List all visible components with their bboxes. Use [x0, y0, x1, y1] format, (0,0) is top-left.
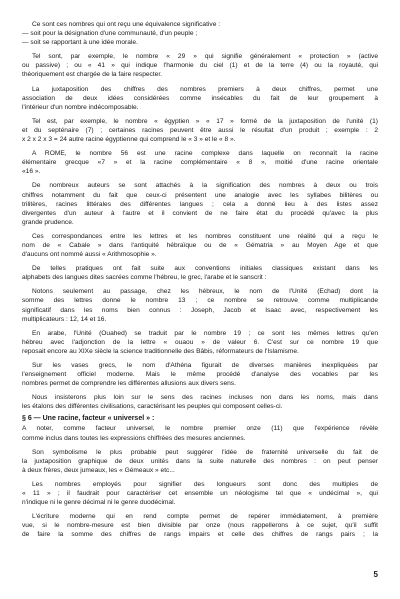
- paragraph: [22, 361, 378, 388]
- text-line: En arabe, l'Unité (Ouahed) se traduit par le nombre 19 ; ce sont les mêmes lettres qu'en: [32, 329, 378, 337]
- text-line: vue, si le nombre-mesure est bien divisible par onze (nous rappellerons à ce sujet, qu'il suffit: [22, 522, 378, 530]
- text-line: l'intérieur d'un nombre indécomposable.: [22, 103, 139, 111]
- text-line: De nombreux auteurs se sont attachés à la signification des nombres à deux ou trois: [32, 182, 378, 190]
- text-line: l'enseignement officiel moderne. Mais le même procédé d'analyse des vocables par les: [22, 371, 378, 379]
- paragraph: [22, 149, 378, 176]
- paragraph: [22, 512, 378, 539]
- paragraph: [22, 480, 378, 507]
- text-line: grande prudence.: [22, 218, 74, 226]
- text-line: Sur les vases grecs, le nom d'Athéna figurait de diverses manières inexpliquées par: [32, 362, 378, 369]
- list-item: — soit pour la désignation d'une communauté, d'un peuple ;: [22, 30, 198, 38]
- text-line: de faire la somme des chiffres de rangs impairs et celle des chiffres de rangs pairs ; la: [22, 531, 378, 539]
- text-line: trilitères, racines littérales des différentes langues ; cela a donné lieu à des listes assez: [22, 200, 378, 208]
- paragraph: [22, 287, 378, 323]
- text-line: divergentes d'un auteur à l'autre et il convient de ne faire état du procédé qu'avec la plus: [22, 209, 378, 217]
- text-line: comme inclus dans toutes les expressions chiffrées des mesures anciennes.: [22, 434, 246, 442]
- text-line: hébreu avec l'adjonction de la lettre « ouaou » de valeur 6. C'est sur ce nombre 19 que: [22, 338, 378, 346]
- text-line: nom de « Cabale » dans l'antiquité hébraïque ou de « Gématria » au Moyen Age et que: [22, 241, 378, 249]
- text-line: Tel est, par exemple, le nombre « égyptien » « 17 » formé de la juxtaposition de l'unité (1): [32, 117, 378, 125]
- text-line: les étalons des différentes civilisations, caractérisant les peuples qui composent celles-ci.: [22, 403, 283, 411]
- text-line: ou passive) ; ou « 41 » qui indique l'harmonie du ciel (1) et de la terre (4) ou la royauté, qui: [22, 62, 378, 70]
- paragraph: [22, 448, 378, 475]
- text-line: significatif dans les noms bien connus : Joseph, Jacob et Isaac avec, respectivement les: [22, 306, 378, 314]
- text-line: «16 ».: [22, 168, 41, 176]
- list-item: — soit se rapportant à une idée morale.: [22, 39, 138, 47]
- text-line: A noter, comme facteur universel, le nombre premier onze (11) que l'expérience révèle: [22, 425, 378, 433]
- text-line: Son symbolisme le plus probable peut suggérer l'idée de fraternité universelle du fait de: [32, 448, 378, 456]
- text-line: multiplicateurs : 12, 14 et 16.: [22, 315, 107, 323]
- paragraph: [22, 329, 378, 356]
- paragraph: [22, 232, 378, 259]
- paragraph: [22, 117, 378, 144]
- text-line: x 2 x 2 x 3 = 24 autre racine égyptienne qui comprend le « 3 » et le « 8 ».: [22, 136, 236, 144]
- paragraph-intro: [22, 20, 378, 47]
- text-line: Ce sont ces nombres qui ont reçu une équivalence significative :: [32, 21, 221, 28]
- text-line: somme des lettres donne le nombre 13 ; ce nombre se retrouve comme multiplicande: [22, 297, 378, 305]
- page-number: 5: [373, 570, 378, 579]
- text-line: La juxtaposition des chiffres des nombres premiers à deux chiffres, permet une: [32, 85, 378, 93]
- text-line: Tel sont, par exemple, le nombre « 29 » qui signifie généralement « protection » (active: [32, 53, 378, 61]
- text-line: alphabets des langues dites sacrées comme l'hébreu, le grec, l'arabe et le sanscrit :: [22, 274, 267, 282]
- section-heading: § 6 — Une racine, facteur « universel » :: [22, 415, 155, 423]
- paragraph: [22, 52, 378, 79]
- text-line: nombres permet de comprendre les différentes allusions aux divers sens.: [22, 380, 236, 388]
- paragraph: [22, 424, 378, 442]
- text-line: chiffres notamment du fait que ceux-ci présentent une analogie avec les syllabes bilitères ou: [22, 191, 378, 199]
- text-line: « 11 » ; il faudrait pour caractériser cet ensemble un néologisme tel que « undécimal », qui: [22, 490, 378, 498]
- text-line: association de deux idées considérées comme insécables du fait de leur groupement à: [22, 94, 378, 102]
- text-line: la juxtaposition graphique de deux unités dans la suite naturelle des nombres : on peut penser: [22, 457, 378, 465]
- text-line: L'écriture moderne qui en rend compte permet de repérer immédiatement, à première: [32, 513, 378, 521]
- text-line: et du septénaire (7) ; certaines racines peuvent être aussi le résultat d'un produit ; exemple : 2: [22, 126, 378, 134]
- text-line: à deux frères, deux jumeaux, les « Gémeaux » etc...: [22, 466, 175, 474]
- text-line: n'indique ni le genre décimal ni le genre duodécimal.: [22, 499, 176, 507]
- text-line: élémentaire grecque «7 » et la racine complémentaire « 8 », moitié d'une racine orientale: [22, 159, 378, 167]
- paragraph: [22, 264, 378, 282]
- text-line: Ces correspondances entre les lettres et les nombres constituent une réalité qui a reçu le: [32, 232, 378, 240]
- paragraph: [22, 181, 378, 226]
- text-line: d'aucuns ont nommé aussi « Arithmosophie ».: [22, 251, 157, 259]
- text-line: De telles pratiques ont fait suite aux conventions initiales classiques existant dans les: [32, 265, 378, 273]
- text-line: Nous insisterons plus loin sur le sens des racines incluses non dans les noms, mais dans: [32, 394, 378, 402]
- text-line: Notons seulement au passage, chez les hébreux, le nom de l'Unité (Echad) dont la: [32, 288, 378, 296]
- paragraph: [22, 393, 378, 411]
- text-line: reposait encore au XIXe siècle la science traditionnelle des Bâbis, réformateurs de l'Islamisme.: [22, 347, 299, 355]
- text-line: Les nombres employés pour signifier des longueurs sont donc des multiples de: [32, 480, 378, 488]
- paragraph: [22, 85, 378, 112]
- text-line: A ROME, le nombre 56 est une racine complexe dans laquelle on reconnaît la racine: [32, 150, 378, 158]
- text-line: théoriquement est chargée de la faire respecter.: [22, 71, 163, 79]
